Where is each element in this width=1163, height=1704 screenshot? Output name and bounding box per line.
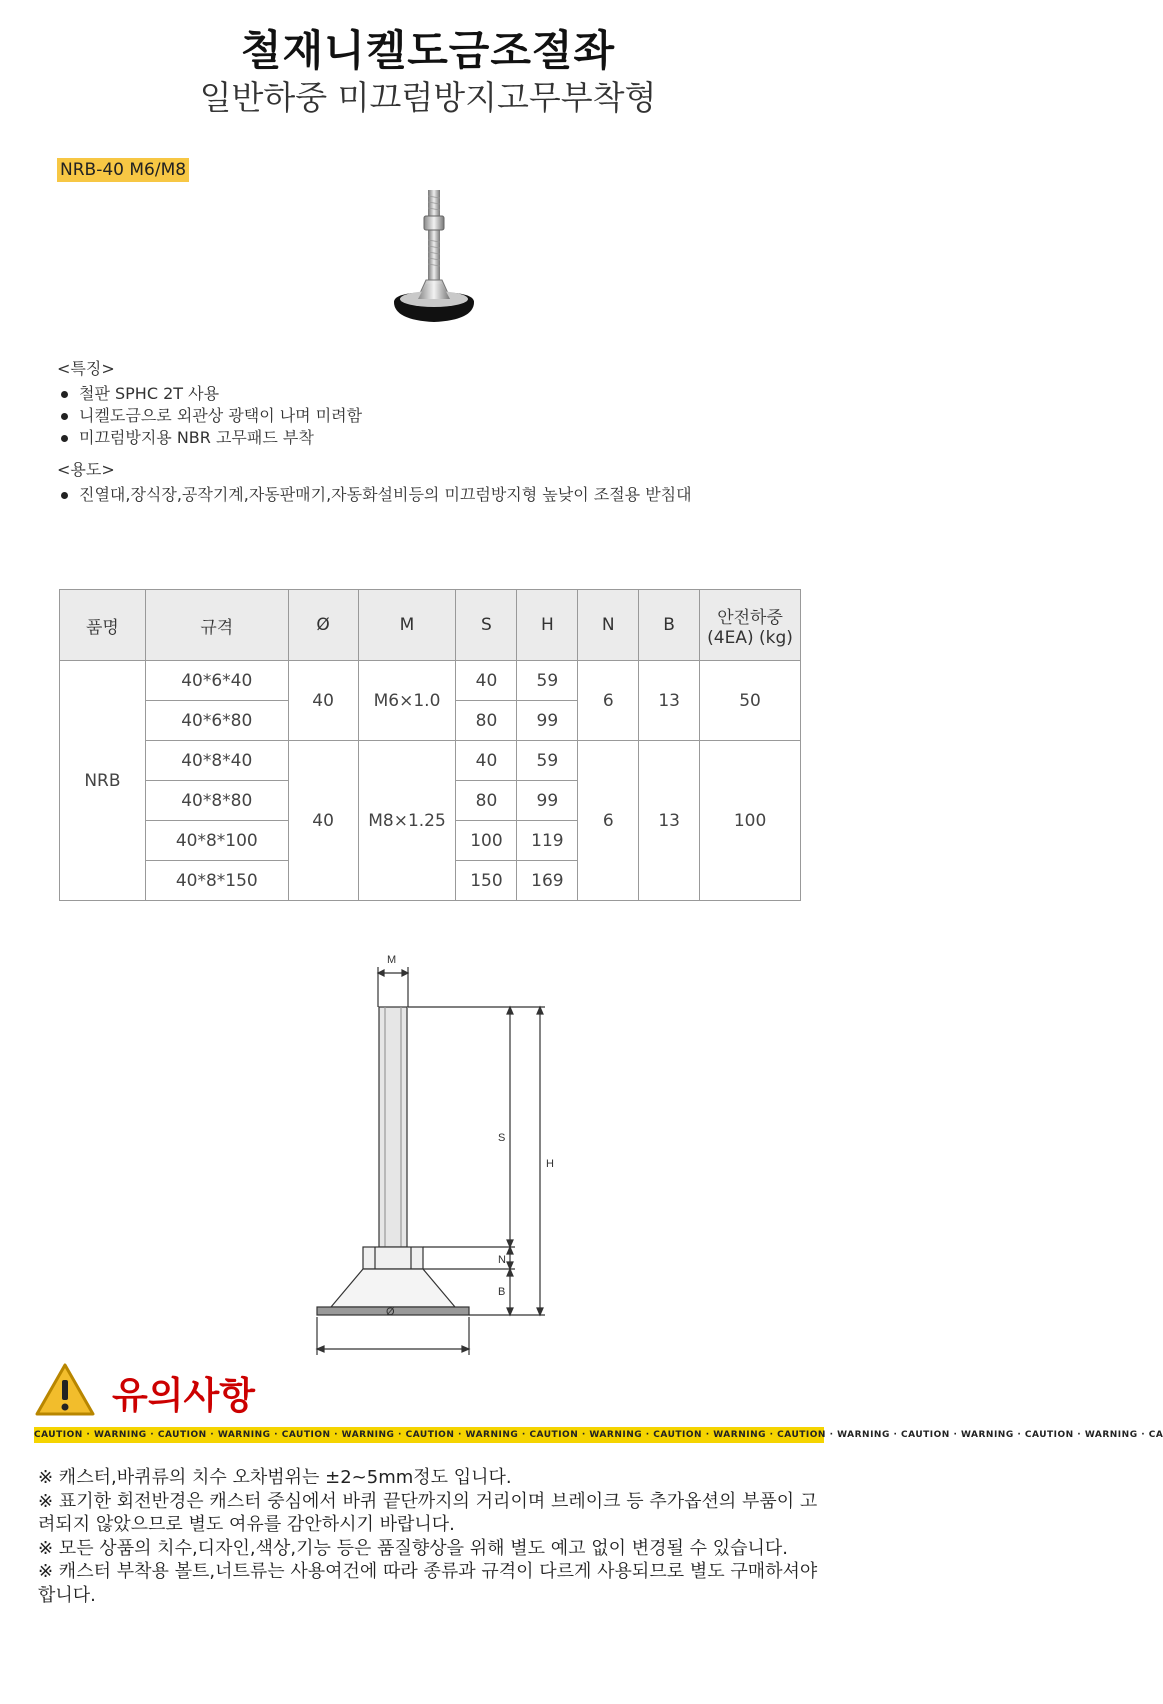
header-n: N xyxy=(578,590,639,661)
usage-section xyxy=(57,457,692,506)
cell-s: 100 xyxy=(456,821,517,861)
cell-name: NRB xyxy=(60,661,146,901)
cell-b: 13 xyxy=(639,661,700,741)
caution-tape: CAUTION · WARNING · CAUTION · WARNING · CAUTION · WARNING · CAUTION · WARNING · CAUTION · WARNING · CAUTION · WARNING · CAUTION · WARNING · CAUTION · WARNING · CAUTION · WARNING · CA xyxy=(34,1427,824,1443)
usage-item: 진열대,장식장,공작기계,자동판매기,자동화설비등의 미끄럼방지형 높낮이 조절용 받침대 xyxy=(57,484,692,506)
cell-spec: 40*6*40 xyxy=(145,661,288,701)
cell-diameter: 40 xyxy=(288,661,358,741)
cell-diameter: 40 xyxy=(288,741,358,901)
diagram-label-s: S xyxy=(498,1132,506,1144)
header-load: 안전하중 (4EA) (kg) xyxy=(700,590,801,661)
header-s: S xyxy=(456,590,517,661)
page-subtitle: 일반하중 미끄럼방지고무부착형 xyxy=(199,78,657,117)
header-spec: 규격 xyxy=(145,590,288,661)
diagram-label-n: N xyxy=(498,1254,506,1266)
cell-h: 99 xyxy=(517,781,578,821)
diagram-label-m: M xyxy=(387,954,397,966)
diagram-label-b: B xyxy=(498,1286,506,1298)
features-heading: <특징> xyxy=(57,359,115,378)
feature-item: 철판 SPHC 2T 사용 xyxy=(57,383,362,405)
cell-spec: 40*8*100 xyxy=(145,821,288,861)
header-name: 품명 xyxy=(60,590,146,661)
cell-m: M8×1.25 xyxy=(358,741,456,901)
table-header-row xyxy=(60,590,801,661)
cell-h: 59 xyxy=(517,661,578,701)
cell-load: 100 xyxy=(700,741,801,901)
spec-table xyxy=(59,589,801,901)
cell-m: M6×1.0 xyxy=(358,661,456,741)
cell-s: 80 xyxy=(456,701,517,741)
cell-h: 119 xyxy=(517,821,578,861)
cell-s: 150 xyxy=(456,861,517,901)
features-section xyxy=(57,356,362,449)
product-image xyxy=(380,184,490,334)
cell-b: 13 xyxy=(639,741,700,901)
table-row xyxy=(60,661,801,701)
feature-item: 미끄럼방지용 NBR 고무패드 부착 xyxy=(57,427,362,449)
header-b: B xyxy=(639,590,700,661)
cell-s: 40 xyxy=(456,741,517,781)
model-label: NRB-40 M6/M8 xyxy=(57,158,189,182)
header-diameter: Ø xyxy=(288,590,358,661)
caution-notes xyxy=(38,1466,818,1607)
usage-heading: <용도> xyxy=(57,460,115,479)
table-row xyxy=(60,741,801,781)
caution-title: 유의사항 xyxy=(112,1374,255,1417)
feature-item: 니켈도금으로 외관상 광택이 나며 미려함 xyxy=(57,405,362,427)
caution-note: ※ 캐스터 부착용 볼트,너트류는 사용여건에 따라 종류과 규격이 다르게 사용되므로 별도 구매하셔야합니다. xyxy=(38,1561,818,1606)
cell-s: 40 xyxy=(456,661,517,701)
warning-icon xyxy=(34,1362,96,1418)
cell-spec: 40*8*80 xyxy=(145,781,288,821)
cell-spec: 40*8*40 xyxy=(145,741,288,781)
header-m: M xyxy=(358,590,456,661)
cell-h: 59 xyxy=(517,741,578,781)
header-h: H xyxy=(517,590,578,661)
caution-note: ※ 모든 상품의 치수,디자인,색상,기능 등은 품질향상을 위해 별도 예고 없이 변경될 수 있습니다. xyxy=(38,1537,788,1559)
cell-s: 80 xyxy=(456,781,517,821)
cell-h: 169 xyxy=(517,861,578,901)
page-title: 철재니켈도금조절좌 xyxy=(240,26,616,75)
cell-load: 50 xyxy=(700,661,801,741)
cell-h: 99 xyxy=(517,701,578,741)
cell-n: 6 xyxy=(578,661,639,741)
dimension-diagram xyxy=(305,945,565,1325)
diagram-label-diameter: Ø xyxy=(386,1306,395,1318)
cell-spec: 40*8*150 xyxy=(145,861,288,901)
diagram-label-h: H xyxy=(546,1158,554,1170)
caution-note: ※ 캐스터,바퀴류의 치수 오차범위는 ±2~5mm정도 입니다. xyxy=(38,1467,512,1488)
caution-note: ※ 표기한 회전반경은 캐스터 중심에서 바퀴 끝단까지의 거리이며 브레이크 등 추가옵션의 부품이 고려되지 않았으므로 별도 여유를 감안하시기 바랍니다. xyxy=(38,1490,818,1535)
cell-n: 6 xyxy=(578,741,639,901)
cell-spec: 40*6*80 xyxy=(145,701,288,741)
